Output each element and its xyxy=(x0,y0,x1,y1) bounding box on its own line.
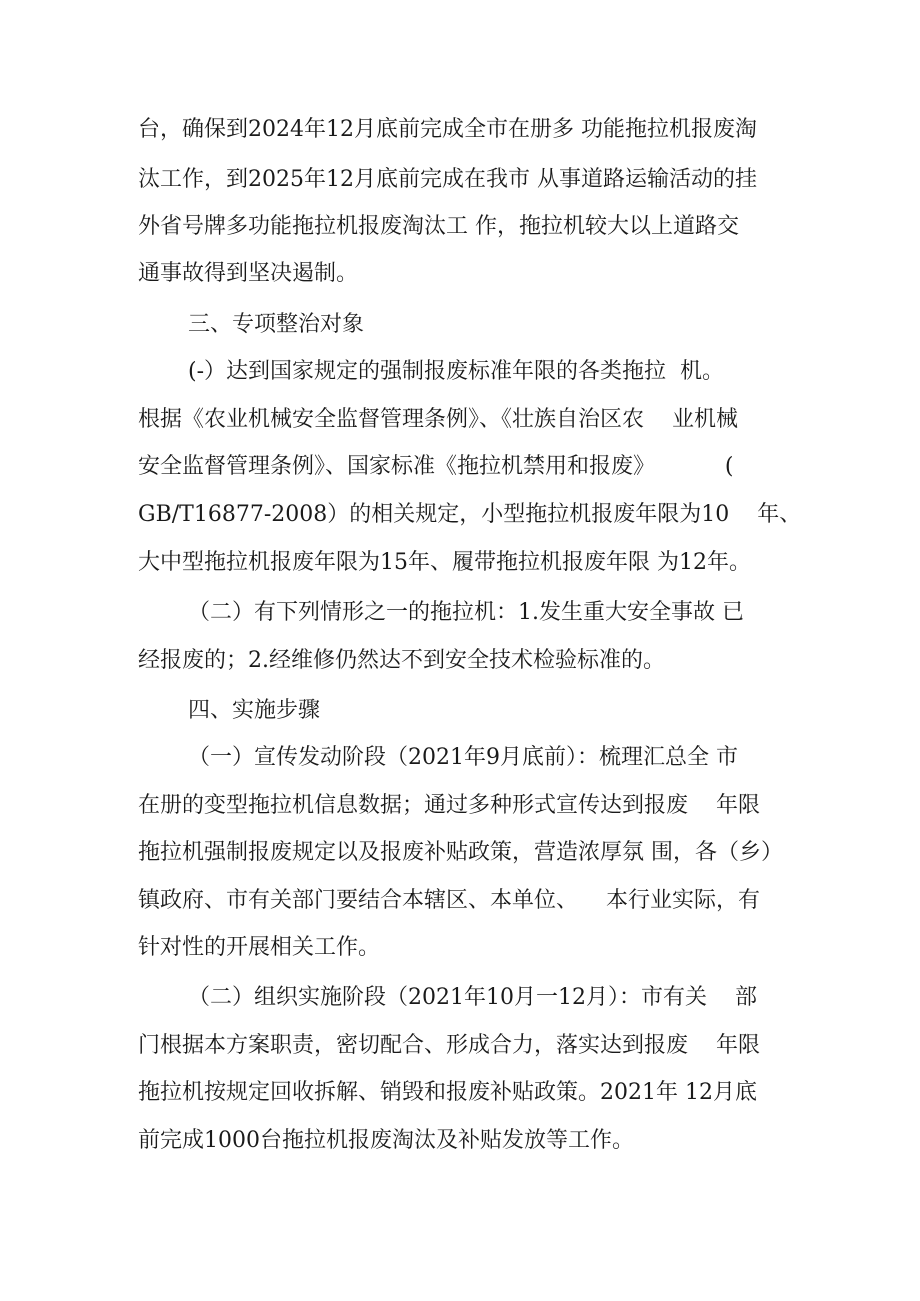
text-line: 根据《农业机械安全监督管理条例》、《壮族自治区农 业机械 xyxy=(138,407,738,432)
section-heading: 三、专项整治对象 xyxy=(188,312,365,337)
text-line: 安全监督管理条例》、国家标准《拖拉机禁用和报废》 ( xyxy=(138,454,734,479)
text-line: （一）宣传发动阶段（2021年9月底前）：梳理汇总全 市 xyxy=(188,745,738,770)
section-heading: 四、实施步骤 xyxy=(188,698,321,723)
text-line: 前完成1000台拖拉机报废淘汰及补贴发放等工作。 xyxy=(138,1128,634,1153)
text-line: （二）组织实施阶段（2021年10月一12月）：市有关 部 xyxy=(188,985,757,1010)
text-line: (-）达到国家规定的强制报废标准年限的各类拖拉 机。 xyxy=(188,359,725,384)
text-line: 拖拉机按规定回收拆解、销毁和报废补贴政策。2021年 12月底 xyxy=(138,1080,757,1105)
text-line: 在册的变型拖拉机信息数据；通过多种形式宣传达到报废 年限 xyxy=(138,793,760,818)
text-line: 外省号牌多功能拖拉机报废淘汰工 作，拖拉机较大以上道路交 xyxy=(138,214,739,239)
text-line: 经报废的；2.经维修仍然达不到安全技术检验标准的。 xyxy=(138,648,665,673)
text-line: 汰工作，到2025年12月底前完成在我市 从事道路运输活动的挂 xyxy=(138,167,757,192)
text-line: 通事故得到坚决遏制。 xyxy=(138,261,359,286)
text-line: 大中型拖拉机报废年限为15年、履带拖拉机报废年限 为12年。 xyxy=(138,550,751,575)
text-line: 镇政府、市有关部门要结合本辖区、本单位、 本行业实际，有 xyxy=(138,888,760,913)
text-line: （二）有下列情形之一的拖拉机：1.发生重大安全事故 已 xyxy=(188,600,744,625)
text-line: 拖拉机强制报废规定以及报废补贴政策，营造浓厚氛 围，各（乡） xyxy=(138,840,783,865)
text-line: GB/T16877-2008）的相关规定，小型拖拉机报废年限为10 年、 xyxy=(138,502,802,527)
text-line: 门根据本方案职责，密切配合、形成合力，落实达到报废 年限 xyxy=(138,1033,760,1058)
text-line: 针对性的开展相关工作。 xyxy=(138,935,381,960)
text-line: 台，确保到2024年12月底前完成全市在册多 功能拖拉机报废淘 xyxy=(138,117,757,142)
